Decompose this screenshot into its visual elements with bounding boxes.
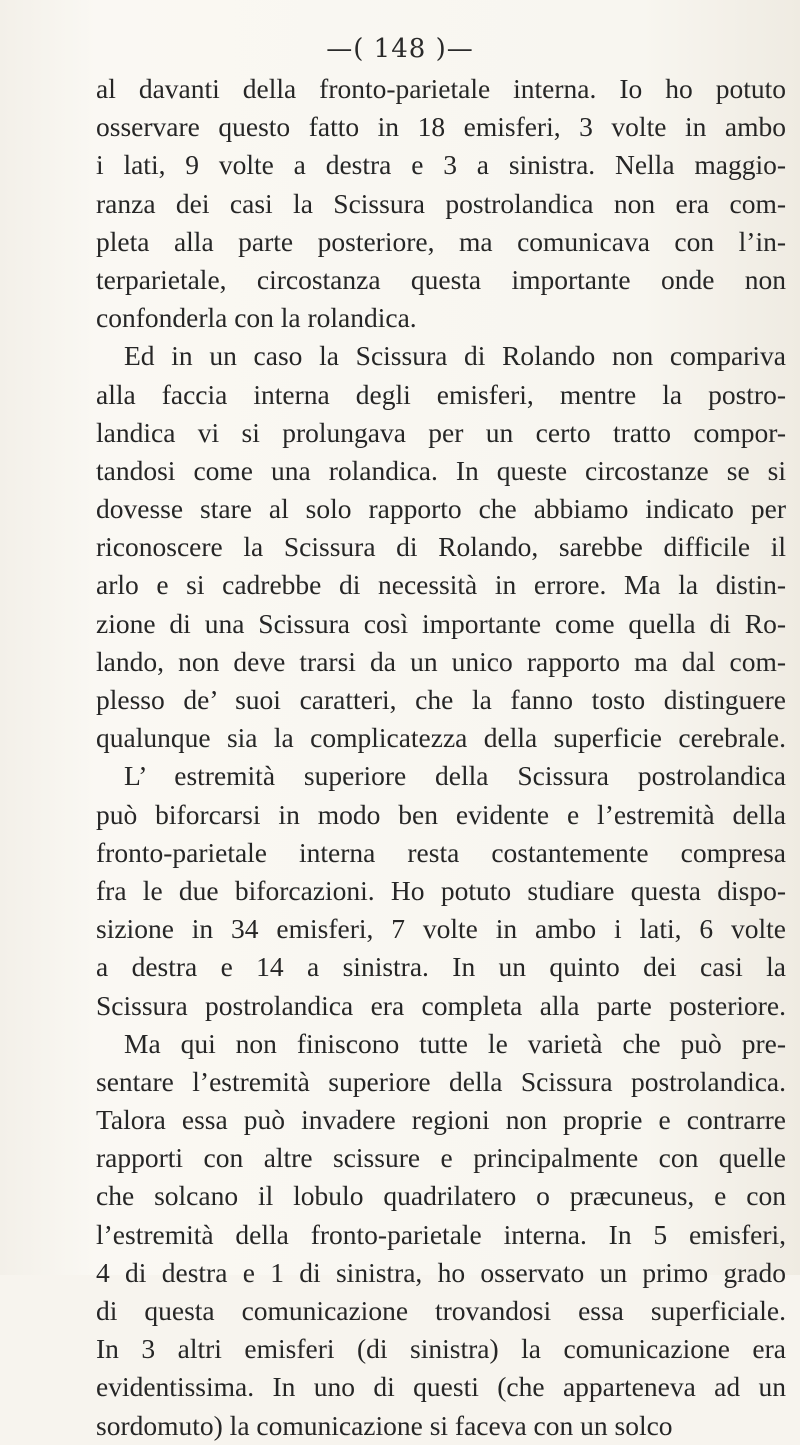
text-line: i lati, 9 volte a destra e 3 a sinistra. Nella maggio- (96, 149, 786, 181)
text-line: fronto-parietale interna resta costantemente compresa (96, 836, 786, 868)
text-line: di questa comunicazione trovandosi essa superficiale. (96, 1295, 786, 1326)
text-line: ranza dei casi la Scissura postrolandica non era com- (96, 187, 786, 219)
text-line: pleta alla parte posteriore, ma comunicava con l’in- (96, 225, 786, 257)
text-line: lando, non deve trarsi da un unico rapporto ma dal com- (96, 645, 786, 677)
text-line: sizione in 34 emisferi, 7 volte in ambo i lati, 6 volte (96, 913, 786, 945)
text-line: può biforcarsi in modo ben evidente e l’estremità della (96, 798, 786, 830)
text-line: rapporti con altre scissure e principalmente con quelle (96, 1142, 786, 1174)
text-line: Ed in un caso la Scissura di Rolando non compariva (124, 340, 786, 372)
text-line: zione di una Scissura così importante come quella di Ro- (96, 607, 786, 639)
text-line: tandosi come una rolandica. In queste circostanze se si (96, 454, 786, 486)
text-line: fra le due biforcazioni. Ho potuto studiare questa dispo- (96, 874, 786, 906)
text-line: qualunque sia la complicatezza della superficie cerebrale. (96, 722, 786, 754)
text-line: evidentissima. In uno di questi (che apparteneva ad un (96, 1371, 786, 1403)
body-text (96, 70, 786, 1445)
text-line: sentare l’estremità superiore della Scissura postrolandica. (96, 1065, 786, 1097)
text-line: terparietale, circostanza questa importante onde non (96, 263, 786, 295)
text-line: l’estremità della fronto-parietale interna. In 5 emisferi, (96, 1218, 786, 1250)
text-line: L’ estremità superiore della Scissura postrolandica (124, 760, 786, 792)
page-number-header: —( 148 )— (326, 34, 474, 64)
text-line: confonderla con la rolandica. (96, 302, 417, 334)
text-line: 4 di destra e 1 di sinistra, ho osservato un primo grado (96, 1256, 786, 1288)
text-line: landica vi si prolungava per un certo tratto compor- (96, 416, 786, 448)
text-line: osservare questo fatto in 18 emisferi, 3 volte in ambo (96, 111, 786, 143)
text-line: In 3 altri emisferi (di sinistra) la comunicazione era (96, 1333, 786, 1365)
text-line: alla faccia interna degli emisferi, mentre la postro- (96, 378, 786, 410)
text-line: Ma qui non finiscono tutte le varietà che può pre- (124, 1027, 786, 1059)
text-line: a destra e 14 a sinistra. In un quinto dei casi la (96, 951, 786, 983)
text-line: al davanti della fronto-parietale interna. Io ho potuto (96, 73, 786, 104)
text-line: Talora essa può invadere regioni non proprie e contrarre (96, 1104, 786, 1136)
text-line: dovesse stare al solo rapporto che abbiamo indicato per (96, 493, 786, 525)
text-line: plesso de’ suoi caratteri, che la fanno tosto distinguere (96, 684, 786, 715)
text-line: arlo e si cadrebbe di necessità in errore. Ma la distin- (96, 569, 786, 601)
text-line: riconoscere la Scissura di Rolando, sarebbe difficile il (96, 531, 786, 563)
text-line: che solcano il lobulo quadrilatero o præcuneus, e con (96, 1180, 786, 1212)
text-line: sordomuto) la comunicazione si faceva con un solco (96, 1409, 673, 1441)
text-line: Scissura postrolandica era completa alla parte posteriore. (96, 989, 786, 1021)
